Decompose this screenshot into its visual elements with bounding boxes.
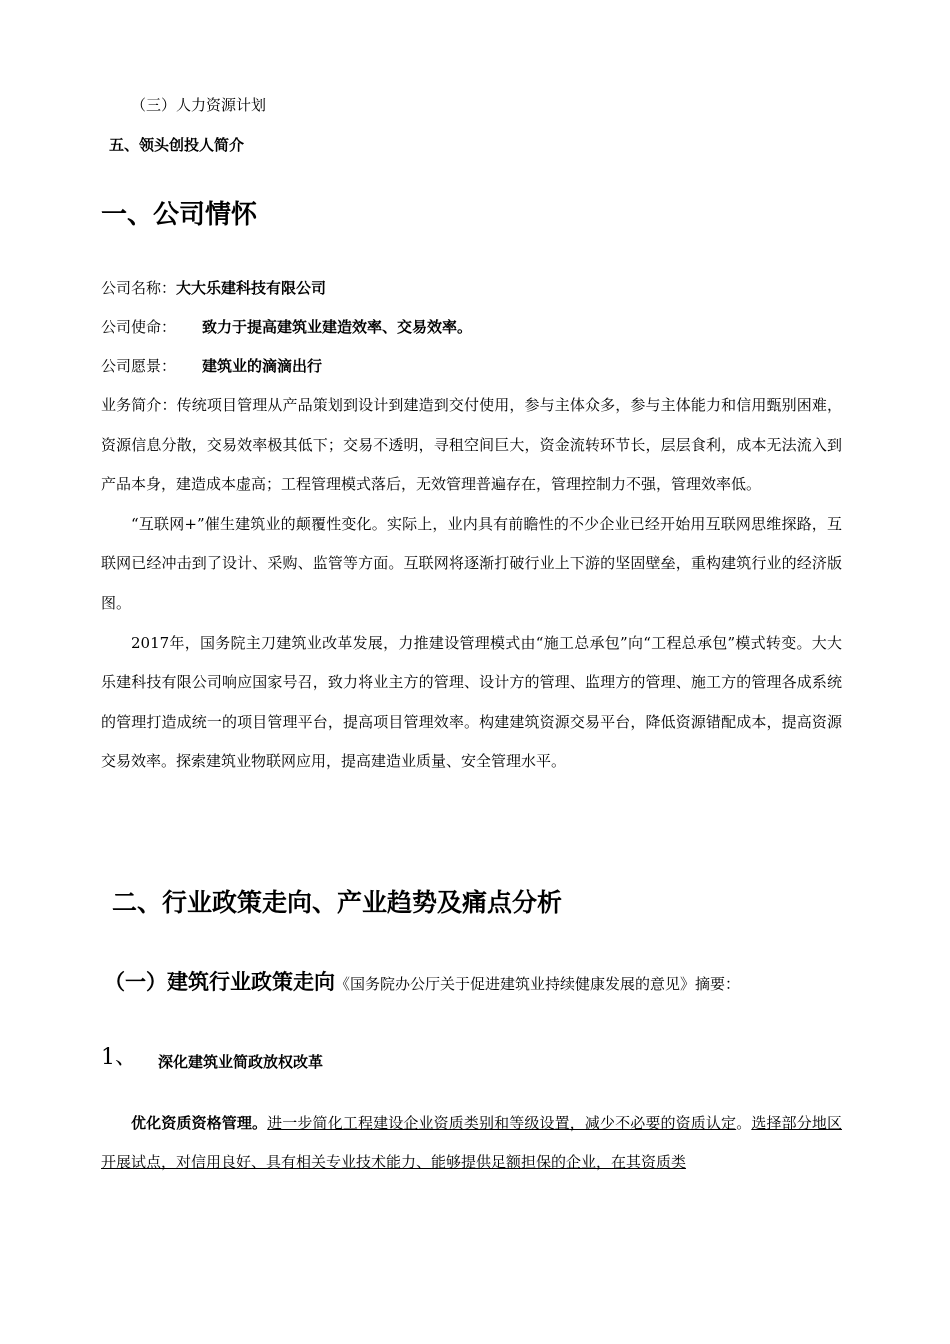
- internet-paragraph: “互联网+”催生建筑业的颠覆性变化。实际上，业内具有前瞻性的不少企业已经开始用互联网思维探路，互联网已经冲击到了设计、采购、监管等方面。互联网将逐渐打破行业上下游的坚固壁垒，重构建筑行业的经济版图。: [101, 514, 842, 612]
- company-name-label: 公司名称：: [101, 279, 177, 297]
- subsection1-heading-row: [104, 966, 740, 996]
- company-mission-row: [101, 317, 472, 337]
- company-mission-value: 致力于提高建筑业建造效率、交易效率。: [202, 318, 473, 336]
- qualification-underlined-2: 选择部分地区开展试点，对信用良好、具有相关专业技术能力、能够提供足额担保的企业，在其资质类: [101, 1114, 842, 1171]
- business-intro-paragraph: 业务简介：传统项目管理从产品策划到设计到建造到交付使用，参与主体众多，参与主体能力和信用甄别困难，资源信息分散，交易效率极其低下；交易不透明，寻租空间巨大，资金流转环节长，层层食利，成本无法流入到产品本身，建造成本虚高；工程管理模式落后，无效管理普遍存在，管理控制力不强，管理效率低。: [101, 396, 842, 494]
- company-mission-label: 公司使命：: [101, 318, 177, 336]
- section2-heading: 二、行业政策走向、产业趋势及痛点分析: [112, 888, 563, 917]
- qualification-lead: 优化资质资格管理。: [131, 1114, 268, 1132]
- item1-number: 1、: [101, 1045, 137, 1070]
- qualification-period: 。: [736, 1114, 752, 1132]
- qualification-underlined-1: 进一步简化工程建设企业资质类别和等级设置，减少不必要的资质认定: [267, 1114, 737, 1132]
- toc-item-human-resources[interactable]: （三）人力资源计划: [131, 96, 267, 114]
- company-vision-label: 公司愿景：: [101, 357, 177, 375]
- reform-2017-paragraph: 2017年，国务院主刀建筑业改革发展，力推建设管理模式由“施工总承包”向“工程总承包”模式转变。大大乐建科技有限公司响应国家号召，致力将业主方的管理、设计方的管理、监理方的管理、施工方的管理各成系统的管理打造成统一的项目管理平台，提高项目管理效率。构建建筑资源交易平台，降低资源错配成本，提高资源交易效率。探索建筑业物联网应用，提高建造业质量、安全管理水平。: [101, 633, 842, 771]
- section1-body: [101, 386, 842, 782]
- company-vision-value: 建筑业的滴滴出行: [202, 357, 323, 375]
- toc-item-founder[interactable]: 五、领头创投人简介: [109, 136, 245, 154]
- item1-title: 深化建筑业简政放权改革: [158, 1053, 324, 1071]
- qualification-paragraph: [101, 1104, 842, 1182]
- item1-row: [101, 1040, 137, 1071]
- subsection1-heading: （一）建筑行业政策走向: [104, 970, 335, 994]
- company-name-value: 大大乐建科技有限公司: [176, 279, 327, 297]
- subsection1-note: 《国务院办公厅关于促进建筑业持续健康发展的意见》摘要：: [335, 975, 741, 993]
- company-vision-row: [101, 356, 322, 376]
- company-name-row: [101, 278, 326, 298]
- section1-heading: 一、公司情怀: [101, 200, 258, 230]
